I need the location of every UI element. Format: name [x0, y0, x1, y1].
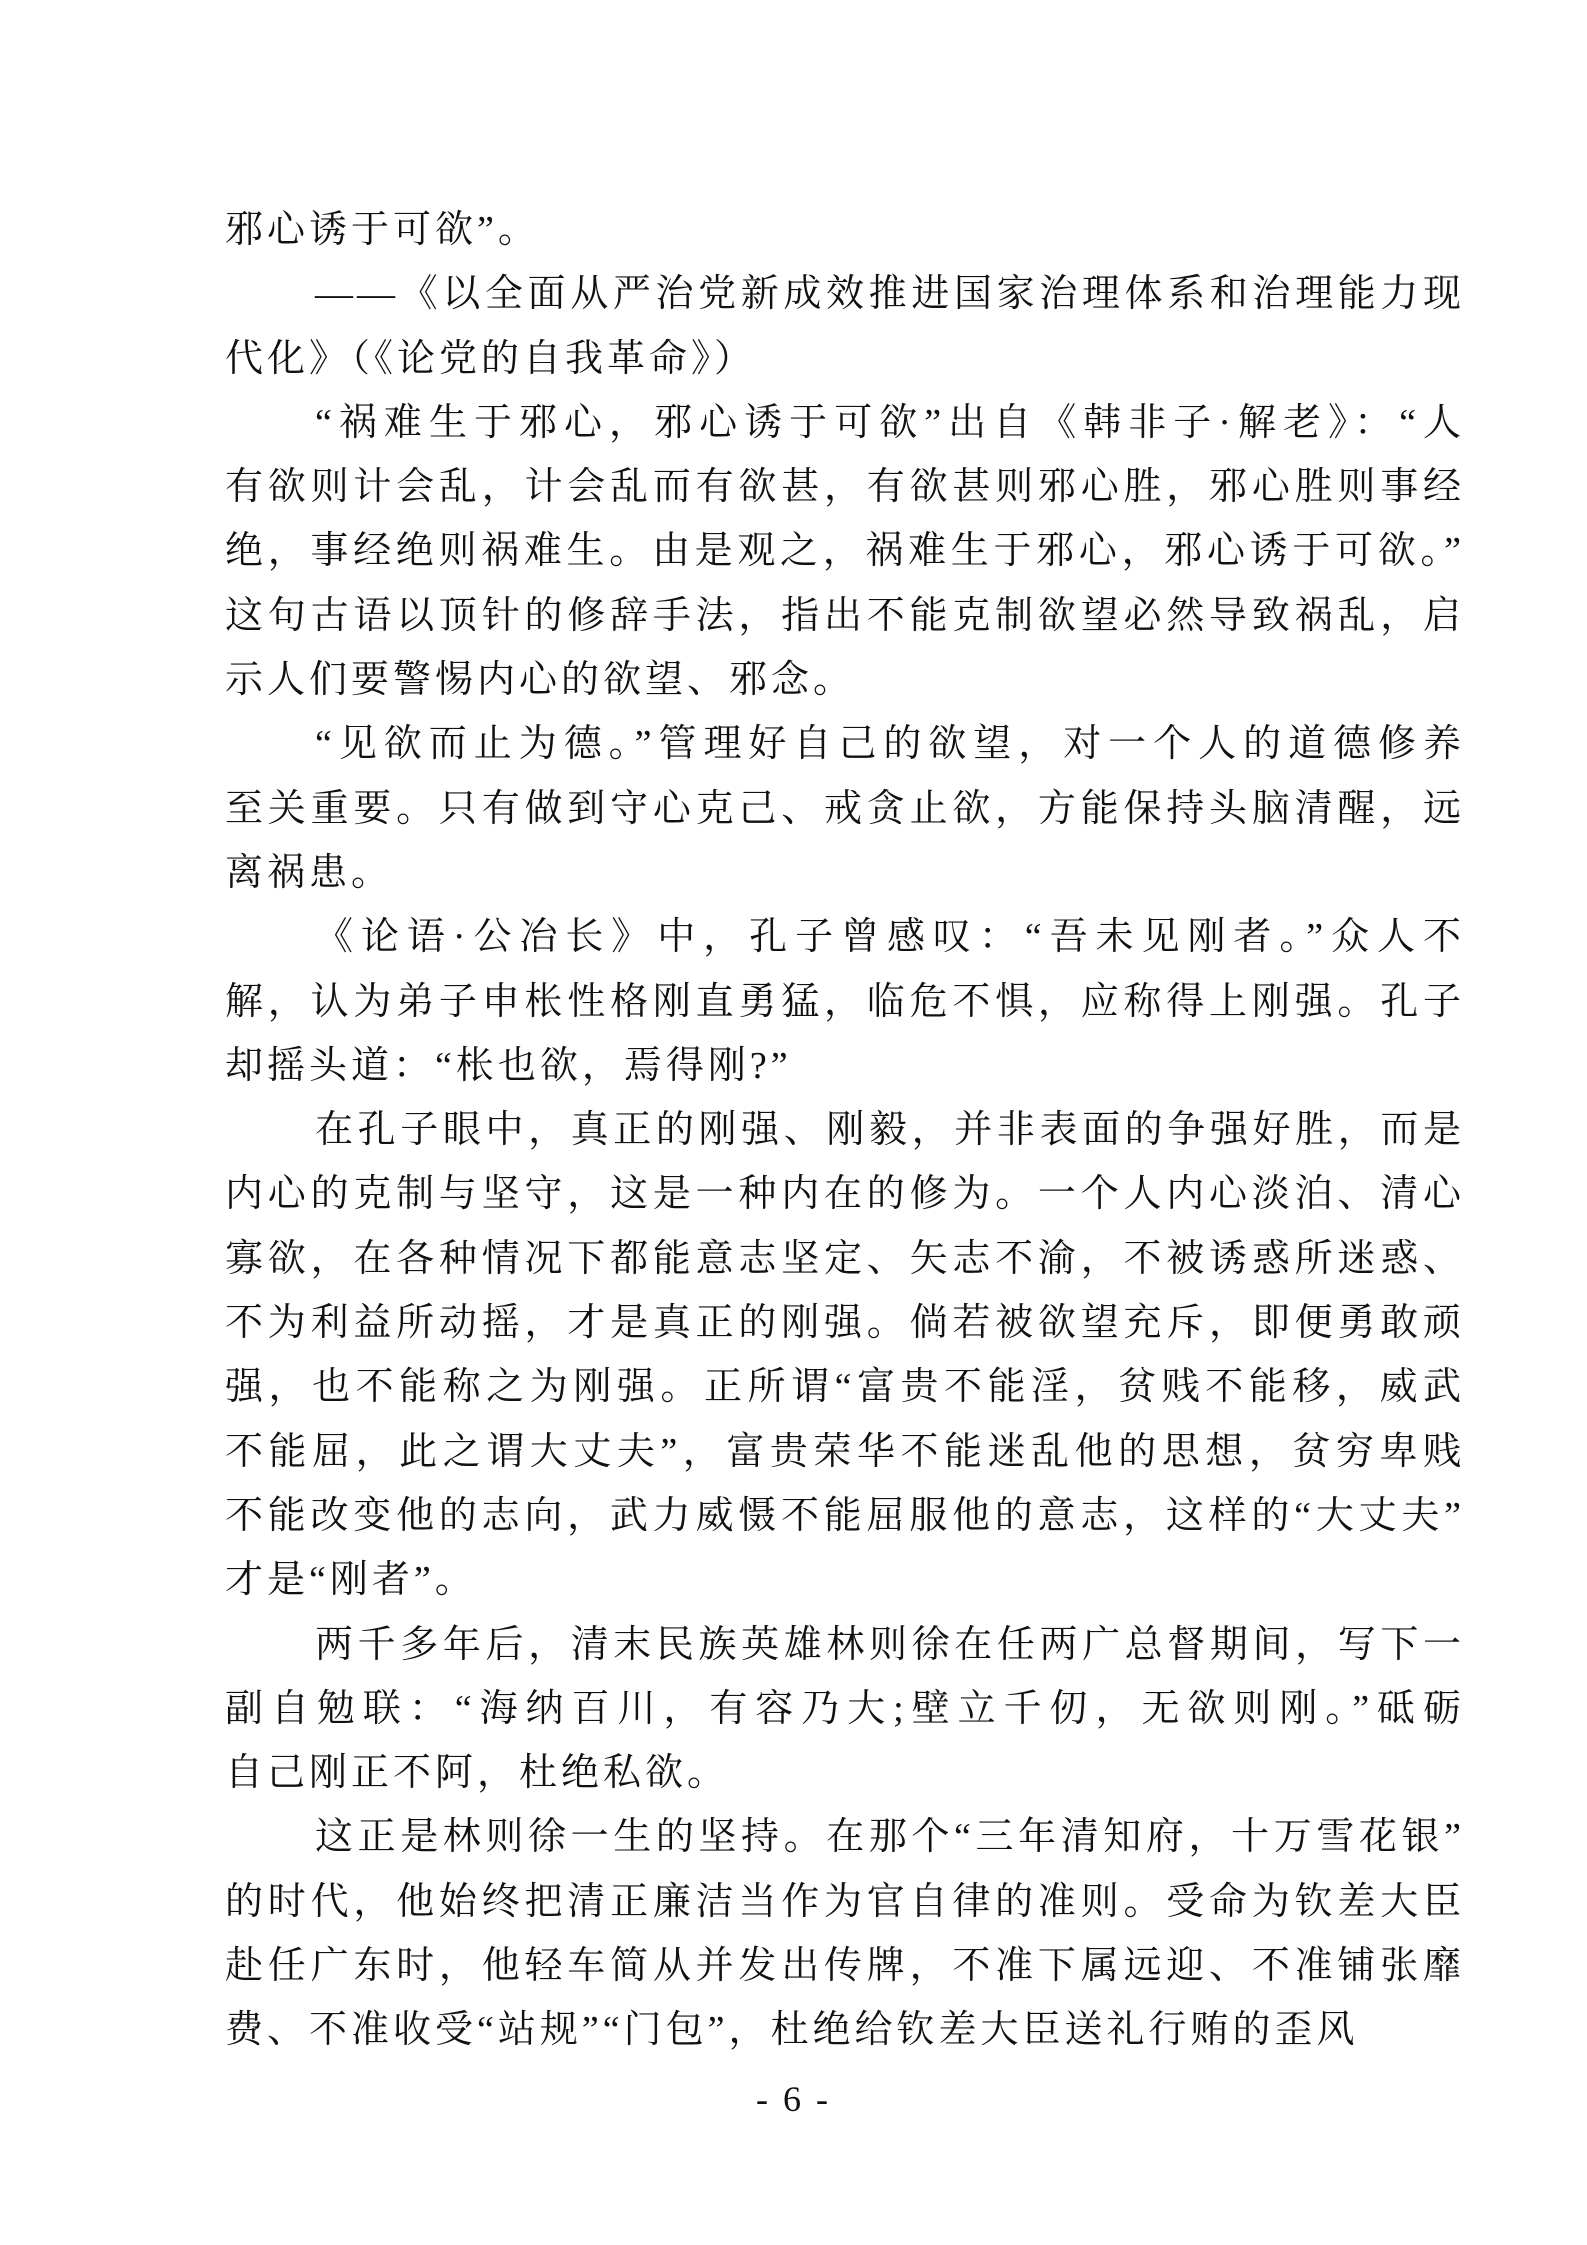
text-line: 寡欲，在各种情况下都能意志坚定、矢志不渝，不被诱惑所迷惑、 [225, 1237, 1465, 1280]
paragraph [225, 1098, 1465, 1612]
text-line: 才是“刚者”。 [225, 1559, 477, 1602]
text-line: 不为利益所动摇，才是真正的刚强。倘若被欲望充斥，即便勇敢顽 [225, 1302, 1465, 1345]
text-line: 两千多年后，清末民族英雄林则徐在任两广总督期间，写下一 [315, 1623, 1465, 1666]
text-line: 不能屈，此之谓大丈夫”，富贵荣华不能迷乱他的思想，贫穷卑贱 [225, 1430, 1465, 1473]
text-line: 内心的克制与坚守，这是一种内在的修为。一个人内心淡泊、清心 [225, 1173, 1465, 1216]
page-number: - 6 - [756, 2079, 831, 2119]
paragraph [225, 198, 1465, 262]
text-line: 赴任广东时，他轻车简从并发出传牌，不准下属远迎、不准铺张靡 [225, 1945, 1465, 1988]
text-line: 的时代，他始终把清正廉洁当作为官自律的准则。受命为钦差大臣 [225, 1880, 1465, 1923]
text-line: 代化》（《论党的自我革命》） [225, 337, 757, 380]
text-line: 这句古语以顶针的修辞手法，指出不能克制欲望必然导致祸乱，启 [225, 594, 1465, 637]
text-line: 强，也不能称之为刚强。正所谓“富贵不能淫，贫贱不能移，威武 [225, 1366, 1465, 1409]
text-line: 离祸患。 [225, 851, 394, 894]
paragraph [225, 1613, 1465, 1806]
text-line: 示人们要警惕内心的欲望、邪念。 [225, 659, 856, 702]
text-line: 却摇头道：“枨也欲，焉得刚?” [225, 1044, 792, 1087]
paragraph [225, 391, 1465, 712]
text-line: 《论语·公冶长》中，孔子曾感叹：“吾未见刚者。”众人不 [315, 916, 1465, 959]
text-line: 在孔子眼中，真正的刚强、刚毅，并非表面的争强好胜，而是 [315, 1109, 1465, 1152]
text-line: 解，认为弟子申枨性格刚直勇猛，临危不惧，应称得上刚强。孔子 [225, 980, 1465, 1023]
text-line: 自己刚正不阿，杜绝私欲。 [225, 1752, 730, 1795]
paragraph [225, 262, 1465, 391]
paragraph [225, 1805, 1465, 2062]
text-line: 至关重要。只有做到守心克己、戒贪止欲，方能保持头脑清醒，远 [225, 787, 1465, 830]
paragraph [225, 712, 1465, 905]
text-line: 不能改变他的志向，武力威慑不能屈服他的意志，这样的“大丈夫” [225, 1494, 1465, 1537]
page-footer [0, 2078, 1587, 2120]
text-line: 这正是林则徐一生的坚持。在那个“三年清知府，十万雪花银” [315, 1816, 1465, 1859]
text-line: 有欲则计会乱，计会乱而有欲甚，有欲甚则邪心胜，邪心胜则事经 [225, 466, 1465, 509]
text-line: “见欲而止为德。”管理好自己的欲望，对一个人的道德修养 [315, 723, 1465, 766]
text-line: 邪心诱于可欲”。 [225, 209, 540, 251]
document-body [225, 198, 1465, 2063]
text-line: 费、不准收受“站规”“门包”，杜绝给钦差大臣送礼行贿的歪风 [225, 2009, 1359, 2052]
text-line: ——《以全面从严治党新成效推进国家治理体系和治理能力现 [315, 273, 1465, 316]
text-line: 绝，事经绝则祸难生。由是观之，祸难生于邪心，邪心诱于可欲。” [225, 530, 1465, 573]
text-line: “祸难生于邪心，邪心诱于可欲”出自《韩非子·解老》：“人 [315, 401, 1465, 444]
text-line: 副自勉联：“海纳百川，有容乃大;壁立千仞，无欲则刚。”砥砺 [225, 1687, 1465, 1730]
paragraph [225, 905, 1465, 1098]
